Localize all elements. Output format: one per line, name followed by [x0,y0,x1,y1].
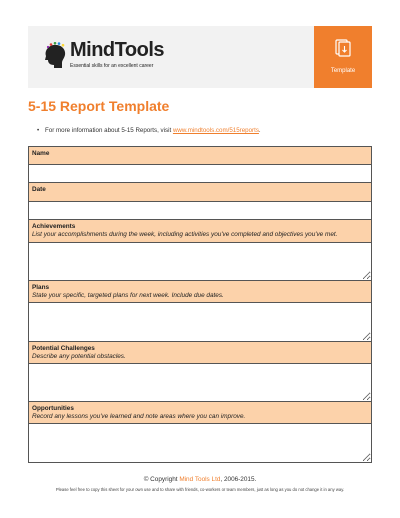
info-bullet [37,127,261,134]
section-title: Potential Challenges [32,345,95,352]
info-text: For more information about 5-15 Reports, visit [45,127,173,134]
plans-input[interactable] [29,303,371,341]
section-description: List your accomplishments during the week, including activities you've completed and objectives you've met. [32,231,338,238]
potential-challenges-field[interactable] [29,364,371,402]
opportunities-field[interactable] [29,424,371,462]
document-icon [335,39,351,57]
info-suffix: . [258,127,261,134]
report-form [28,146,372,463]
section-header-opportunities [29,402,371,424]
bullet-icon: • [37,127,40,134]
name-field[interactable] [29,165,371,183]
section-description: Describe any potential obstacles. [32,353,126,360]
copyright [0,476,400,483]
section-title: Achievements [32,223,76,230]
template-tab [314,26,372,88]
achievements-input[interactable] [29,243,371,280]
section-header-plans [29,281,371,303]
date-field[interactable] [29,202,371,220]
copyright-link[interactable]: Mind Tools Ltd [179,476,221,483]
fine-print: Please feel free to copy this sheet for your own use and to share with friends, co-workers or team members, just as long as you do not change it in any way. [55,487,345,492]
section-description: State your specific, targeted plans for next week. Include due dates. [32,292,224,299]
section-title: Date [32,186,46,193]
section-description: Record any lessons you've learned and note areas where you can improve. [32,413,246,420]
section-header-achievements [29,220,371,243]
logo-tagline: Essential skills for an excellent career [70,63,154,69]
section-title: Plans [32,284,50,291]
copyright-prefix: © Copyright [143,476,180,483]
section-title: Name [32,150,50,157]
potential-challenges-input[interactable] [29,364,371,401]
mindtools-logo[interactable] [42,40,192,74]
brain-logo-icon [42,42,68,70]
page-title: 5-15 Report Template [28,98,170,114]
info-link[interactable]: www.mindtools.com/515reports [172,127,259,134]
opportunities-input[interactable] [29,424,371,462]
name-input[interactable] [29,165,371,182]
page-header [28,26,372,88]
plans-field[interactable] [29,303,371,342]
section-title: Opportunities [32,405,74,412]
section-header-name [29,147,371,165]
copyright-suffix: , 2006-2015. [220,476,257,483]
section-header-potential-challenges [29,342,371,364]
section-header-date [29,183,371,202]
logo-wordmark: MindTools [70,39,165,61]
date-input[interactable] [29,202,371,219]
template-tab-label: Template [330,68,356,74]
achievements-field[interactable] [29,243,371,281]
